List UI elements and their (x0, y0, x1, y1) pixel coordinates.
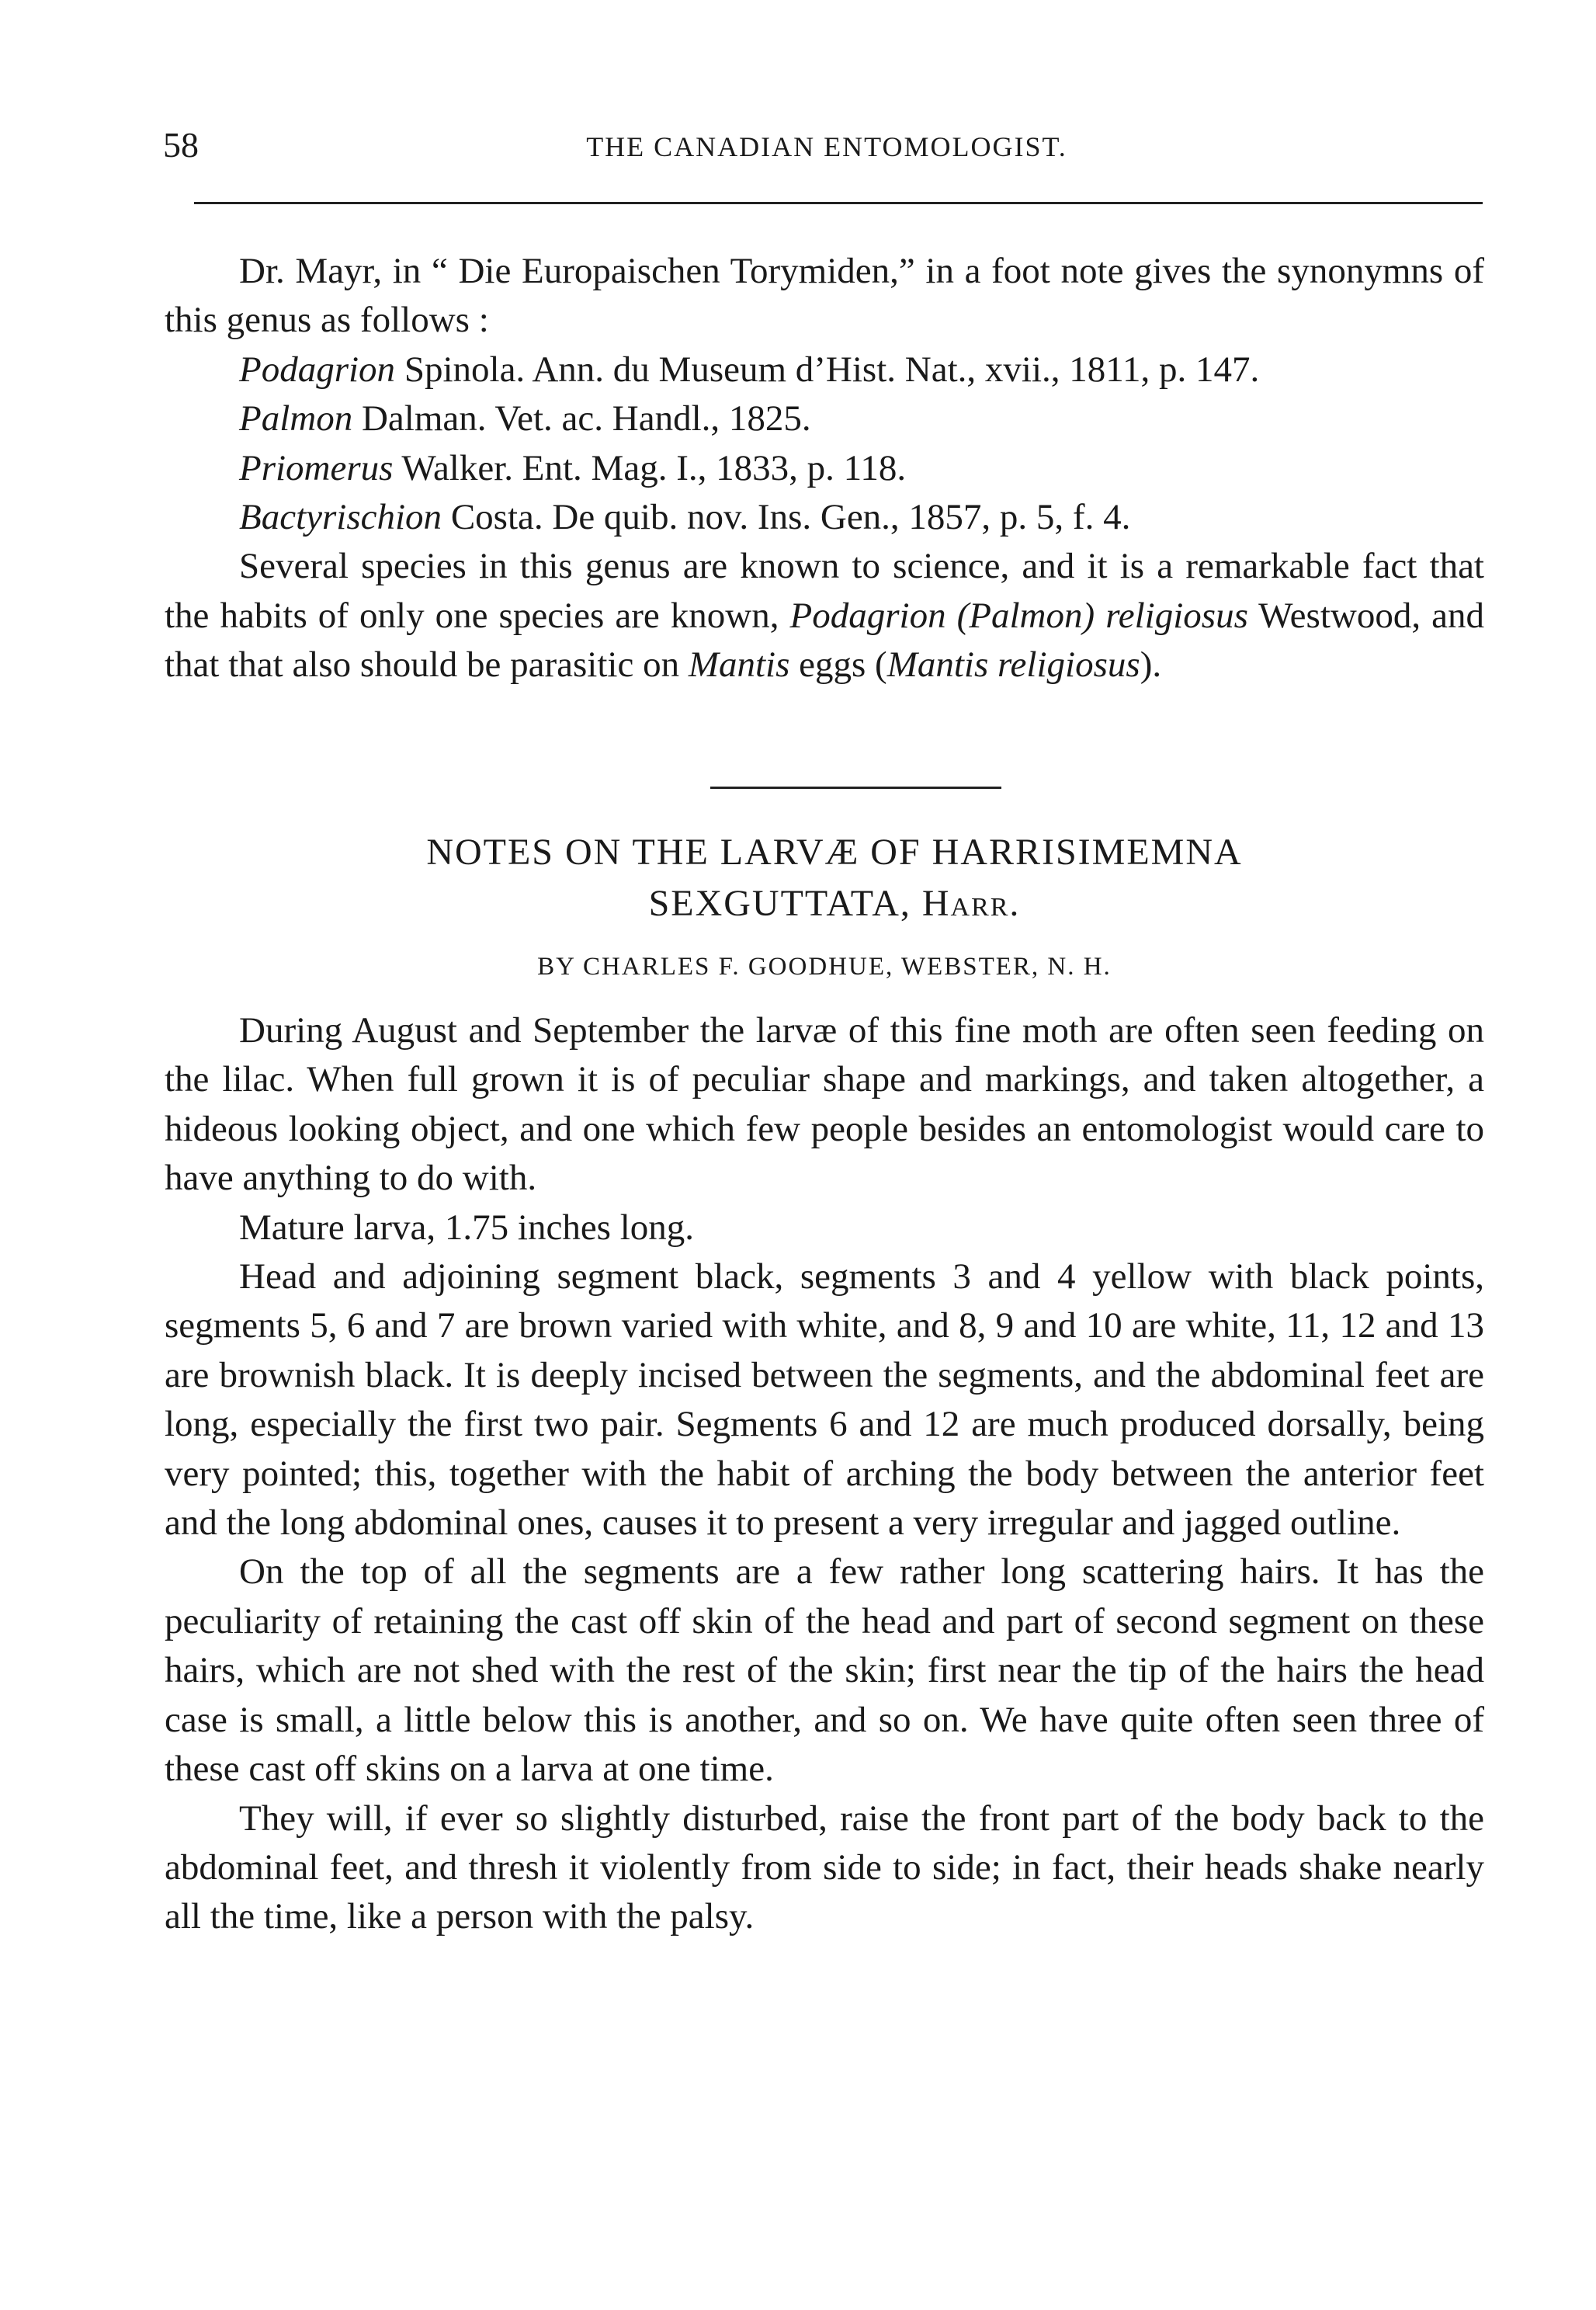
synonym-ref (165, 493, 1484, 542)
species-name: Podagrion (Palmon) religiosus (789, 595, 1248, 636)
page-number: 58 (163, 125, 199, 165)
section-rule (710, 787, 1001, 789)
text-run: Westwood, and that that also should be parasitic on (165, 595, 1485, 686)
running-title: THE CANADIAN ENTOMOLOGIST. (586, 131, 1067, 162)
synonym-genus: Podagrion (239, 349, 396, 390)
intro-line: Dr. Mayr, in “ Die Europaischen Torymiden,” in a foot note gives the synonymns of this genus as follows : (165, 251, 1484, 341)
body-paragraph: During August and September the larvæ of this fine moth are often seen feeding on the lilac. When full grown it is of peculiar shape and markings, and taken altogether, a hideous looking object, and one which few people besides an entomologist would care to have anything to do with. (165, 1010, 1484, 1199)
synonym-citation: Dalman. Vet. ac. Handl., 1825. (352, 398, 811, 439)
species-name: Mantis religiosus (886, 644, 1140, 686)
synonym-citation: Costa. De quib. nov. Ins. Gen., 1857, p. 5, f. 4. (442, 497, 1131, 538)
synonym-genus: Bactyrischion (239, 497, 442, 538)
article-byline: BY CHARLES F. GOODHUE, WEBSTER, N. H. (537, 953, 1112, 981)
synonym-genus: Priomerus (239, 447, 394, 488)
page-header (163, 124, 1490, 171)
article-body (165, 1006, 1484, 1942)
article-title-line-2 (264, 878, 1405, 929)
body-paragraph: They will, if ever so slightly disturbed, raise the front part of the body back to the abdominal feet, and thresh it violently from side to side; in fact, their heads shake nearly all the time, like a person with the palsy. (165, 1798, 1484, 1937)
text-run: eggs ( (789, 644, 887, 686)
text-run: Several species in this genus are known to science, and it is a remarkable fact that the habits of only one species are known, (165, 546, 1484, 636)
body-paragraph: Head and adjoining segment black, segments 3 and 4 yellow with black points, segments 5, 6 and 7 are brown varied with white, and 8, 9 and 10 are white, 11, 12 and 13 are brownish black. It is deeply incised between the segments, and the abdominal feet are long, especially the first two pair. Segments 6 and 12 are much produced dorsally, being very pointed; this, together with the habit of arching the body between the anterior feet and the long abdominal ones, causes it to present a very irregular and jagged outline. (165, 1256, 1484, 1544)
species-name: Mantis (688, 644, 790, 686)
synonym-citation: Spinola. Ann. du Museum d’Hist. Nat., xvii., 1811, p. 147. (395, 349, 1260, 390)
header-rule (194, 202, 1483, 204)
intro-section (165, 247, 1484, 690)
body-paragraph: Mature larva, 1.75 inches long. (239, 1207, 695, 1248)
text-run: ). (1140, 644, 1162, 686)
intro-paragraph (165, 542, 1484, 690)
synonym-genus: Palmon (239, 398, 353, 439)
title-author: Harr. (921, 883, 1021, 924)
body-paragraph: On the top of all the segments are a few rather long scattering hairs. It has the peculiarity of retaining the cast off skin of the head and part of second segment on these hairs, which are not shed with the rest of the skin; first near the tip of the hairs the head case is small, a little below this is another, and so on. We have quite often seen three of these cast off skins on a larva at one time. (165, 1551, 1484, 1790)
synonym-ref (165, 444, 1484, 493)
title-text: SEXGUTTATA, (648, 883, 922, 924)
synonym-citation: Walker. Ent. Mag. I., 1833, p. 118. (393, 447, 907, 488)
article-title-line-1: NOTES ON THE LARVÆ OF HARRISIMEMNA (426, 832, 1243, 873)
synonym-ref (165, 394, 1484, 443)
synonym-ref (165, 346, 1484, 394)
